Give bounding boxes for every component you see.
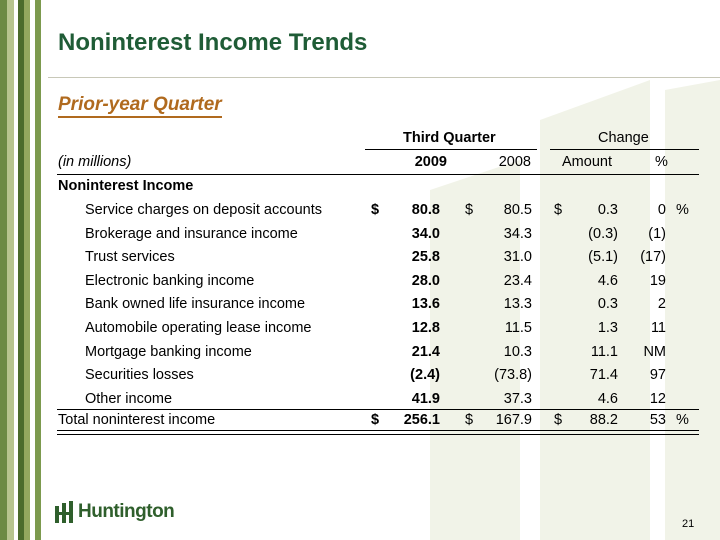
row-value-2009: 13.6	[411, 296, 440, 313]
page-number: 21	[682, 518, 695, 530]
row-amount: 0.3	[597, 296, 618, 313]
page-subtitle: Prior-year Quarter	[58, 94, 222, 118]
row-value-2009: 28.0	[411, 272, 440, 289]
header-third-quarter: Third Quarter	[403, 130, 496, 146]
table-row	[57, 271, 699, 294]
logo-text: Huntington	[78, 501, 175, 522]
row-dollar-change: $	[554, 202, 563, 218]
row-value-2008: 31.0	[503, 249, 532, 266]
section-row	[57, 176, 699, 199]
row-value-2008: 34.3	[503, 225, 532, 242]
row-value-2008: 11.5	[504, 320, 532, 336]
row-amount: 0.3	[597, 202, 618, 218]
table-row	[57, 342, 699, 365]
total-dollar-2008: $	[465, 412, 474, 428]
row-value-2008: 37.3	[503, 390, 532, 407]
total-pct: 53	[649, 412, 666, 428]
left-decorative-band	[0, 0, 44, 540]
row-amount: 4.6	[597, 272, 618, 289]
row-label: Service charges on deposit accounts	[85, 202, 322, 218]
total-double-rule	[57, 430, 699, 435]
row-dollar-2008: $	[465, 202, 474, 218]
row-label: Brokerage and insurance income	[85, 225, 298, 242]
row-amount: 71.4	[589, 367, 618, 384]
header-2008: 2008	[498, 154, 531, 170]
row-label: Automobile operating lease income	[85, 320, 312, 336]
row-pct-sign: %	[676, 202, 689, 218]
row-label: Other income	[85, 390, 173, 407]
row-value-2009: 41.9	[411, 390, 440, 407]
third-quarter-underline	[365, 149, 537, 150]
row-amount: 4.6	[597, 390, 618, 407]
huntington-mark-icon	[55, 501, 73, 523]
page-title: Noninterest Income Trends	[58, 29, 368, 56]
row-amount: (0.3)	[588, 225, 618, 242]
row-pct: 19	[649, 272, 666, 289]
row-value-2009: (2.4)	[410, 367, 440, 384]
row-pct: (17)	[640, 249, 666, 266]
row-value-2009: 12.8	[411, 320, 440, 336]
row-value-2008: 10.3	[503, 343, 532, 360]
header-underline	[57, 174, 699, 175]
table-row	[57, 247, 699, 270]
total-label: Total noninterest income	[58, 412, 216, 428]
huntington-logo	[55, 501, 174, 523]
total-pct-sign: %	[676, 412, 689, 428]
row-value-2008: (73.8)	[494, 367, 532, 384]
table-row	[57, 318, 699, 341]
table-row	[57, 294, 699, 317]
title-divider	[48, 77, 720, 78]
total-dollar-change: $	[554, 412, 563, 428]
header-amount: Amount	[562, 154, 612, 170]
header-pct: %	[655, 154, 668, 170]
row-pct: 12	[649, 390, 666, 407]
table-row	[57, 200, 699, 223]
total-value-2008: 167.9	[495, 412, 532, 428]
table-row	[57, 365, 699, 388]
section-label: Noninterest Income	[58, 178, 194, 194]
row-value-2008: 80.5	[503, 202, 532, 218]
change-underline	[550, 149, 699, 150]
row-pct: 11	[650, 320, 666, 336]
row-value-2009: 25.8	[411, 249, 440, 266]
row-amount: 11.1	[590, 343, 618, 360]
row-label: Trust services	[85, 249, 175, 266]
table-row	[57, 224, 699, 247]
row-label: Electronic banking income	[85, 272, 255, 289]
row-value-2009: 21.4	[411, 343, 440, 360]
header-units: (in millions)	[58, 154, 132, 170]
total-dollar-2009: $	[371, 412, 380, 428]
header-row-groups	[57, 128, 699, 151]
header-2009: 2009	[414, 154, 447, 170]
header-change: Change	[598, 130, 649, 146]
row-label: Securities losses	[85, 367, 194, 384]
total-value-2009: 256.1	[403, 412, 440, 428]
row-value-2008: 23.4	[503, 272, 532, 289]
row-pct: NM	[643, 343, 666, 360]
row-amount: (5.1)	[588, 249, 618, 266]
row-dollar-2009: $	[371, 202, 380, 218]
total-amount: 88.2	[589, 412, 618, 428]
row-pct: 2	[657, 296, 666, 313]
row-value-2008: 13.3	[503, 296, 532, 313]
row-value-2009: 80.8	[411, 202, 440, 218]
row-value-2009: 34.0	[411, 225, 440, 242]
row-pct: 0	[657, 202, 666, 218]
row-label: Mortgage banking income	[85, 343, 252, 360]
row-pct: (1)	[648, 225, 666, 242]
row-amount: 1.3	[597, 320, 618, 336]
row-label: Bank owned life insurance income	[85, 296, 306, 313]
header-row-columns	[57, 152, 699, 175]
row-pct: 97	[649, 367, 666, 384]
